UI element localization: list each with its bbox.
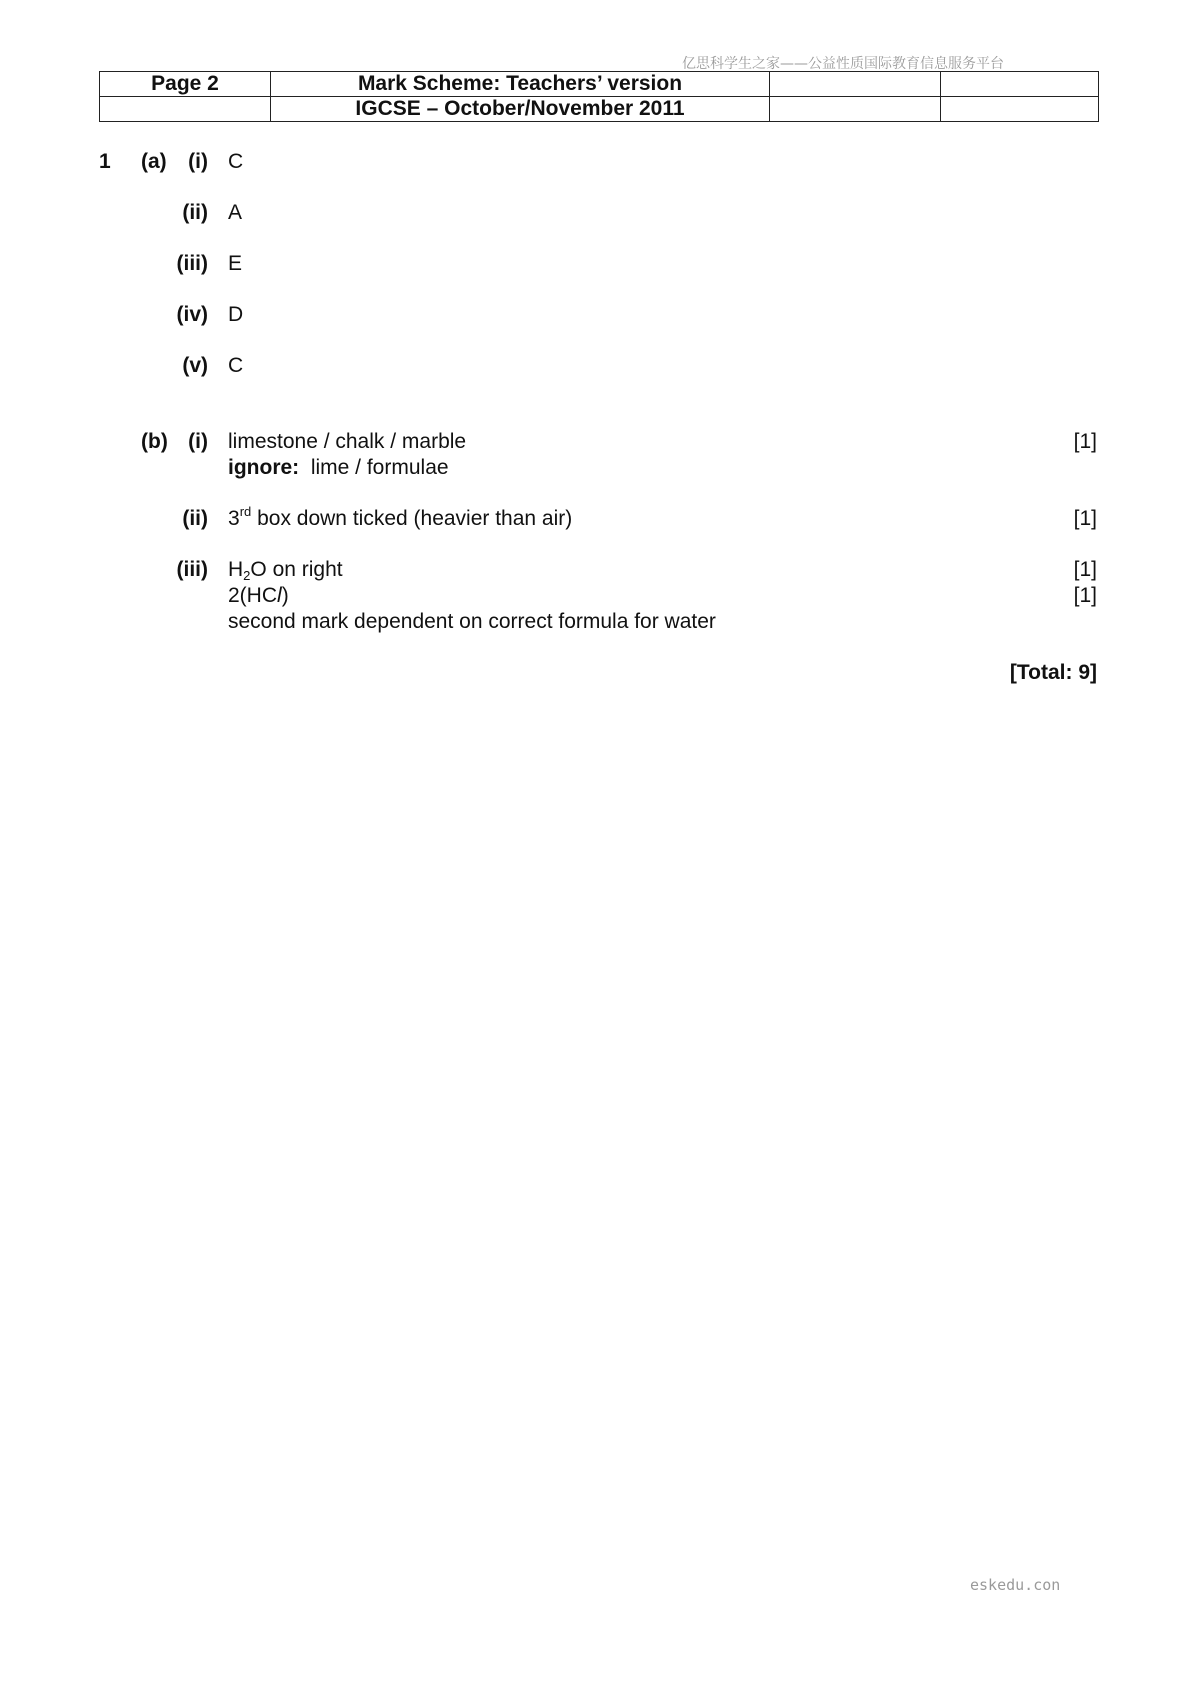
subpart-label: (ii)	[182, 507, 208, 530]
ignore-text: lime / formulae	[310, 456, 449, 479]
total-marks: [Total: 9]	[1009, 661, 1097, 684]
header-cell-empty	[941, 97, 1099, 122]
page-number: Page 2	[100, 72, 271, 97]
formula-suffix: )	[281, 584, 289, 607]
part-b-label: (b)	[141, 430, 168, 453]
header-row-2	[100, 97, 1099, 122]
ignore-note	[228, 455, 449, 481]
subpart-label: (iv)	[176, 303, 208, 326]
header-row-1	[100, 72, 1099, 97]
ordinal-number: 3	[228, 507, 240, 530]
answer-text: C	[228, 150, 244, 173]
header-cell-empty	[770, 72, 941, 97]
subpart-label: (iii)	[176, 252, 208, 275]
question-number: 1	[99, 150, 111, 173]
answer-text: A	[228, 201, 243, 224]
mark: [1]	[1073, 430, 1097, 453]
mark: [1]	[1073, 507, 1097, 530]
header-cell-empty	[100, 97, 271, 122]
ordinal-suffix: rd	[239, 504, 252, 519]
watermark-top: 亿思科学生之家——公益性质国际教育信息服务平台	[682, 56, 1004, 72]
subpart-label: (i)	[188, 430, 208, 453]
watermark-bottom: eskedu.con	[970, 1576, 1061, 1594]
answer-text: D	[228, 303, 244, 326]
formula-prefix: 2(HC	[228, 584, 278, 607]
formula-subscript: 2	[243, 568, 251, 583]
answer-text: limestone / chalk / marble	[228, 430, 467, 453]
subpart-label: (i)	[188, 150, 208, 173]
answer-text	[228, 506, 572, 532]
part-a-label: (a)	[141, 150, 167, 173]
formula-l: l	[277, 584, 282, 607]
document-title: Mark Scheme: Teachers’ version	[271, 72, 770, 97]
answer-text: C	[228, 354, 244, 377]
mark: [1]	[1073, 558, 1097, 581]
mark: [1]	[1073, 584, 1097, 607]
ignore-label: ignore:	[228, 456, 300, 479]
header-cell-empty	[770, 97, 941, 122]
header-table	[99, 71, 1099, 122]
exam-session: IGCSE – October/November 2011	[271, 97, 770, 122]
header-cell-empty	[941, 72, 1099, 97]
subpart-label: (iii)	[176, 558, 208, 581]
answer-text	[228, 557, 343, 583]
answer-rest: O on right	[250, 558, 343, 581]
answer-text: E	[228, 252, 243, 275]
subpart-label: (ii)	[182, 201, 208, 224]
marking-note: second mark dependent on correct formula for water	[228, 610, 716, 633]
formula-h: H	[228, 558, 244, 581]
subpart-label: (v)	[182, 354, 208, 377]
answer-text	[228, 583, 289, 609]
answer-rest: box down ticked (heavier than air)	[257, 507, 573, 530]
